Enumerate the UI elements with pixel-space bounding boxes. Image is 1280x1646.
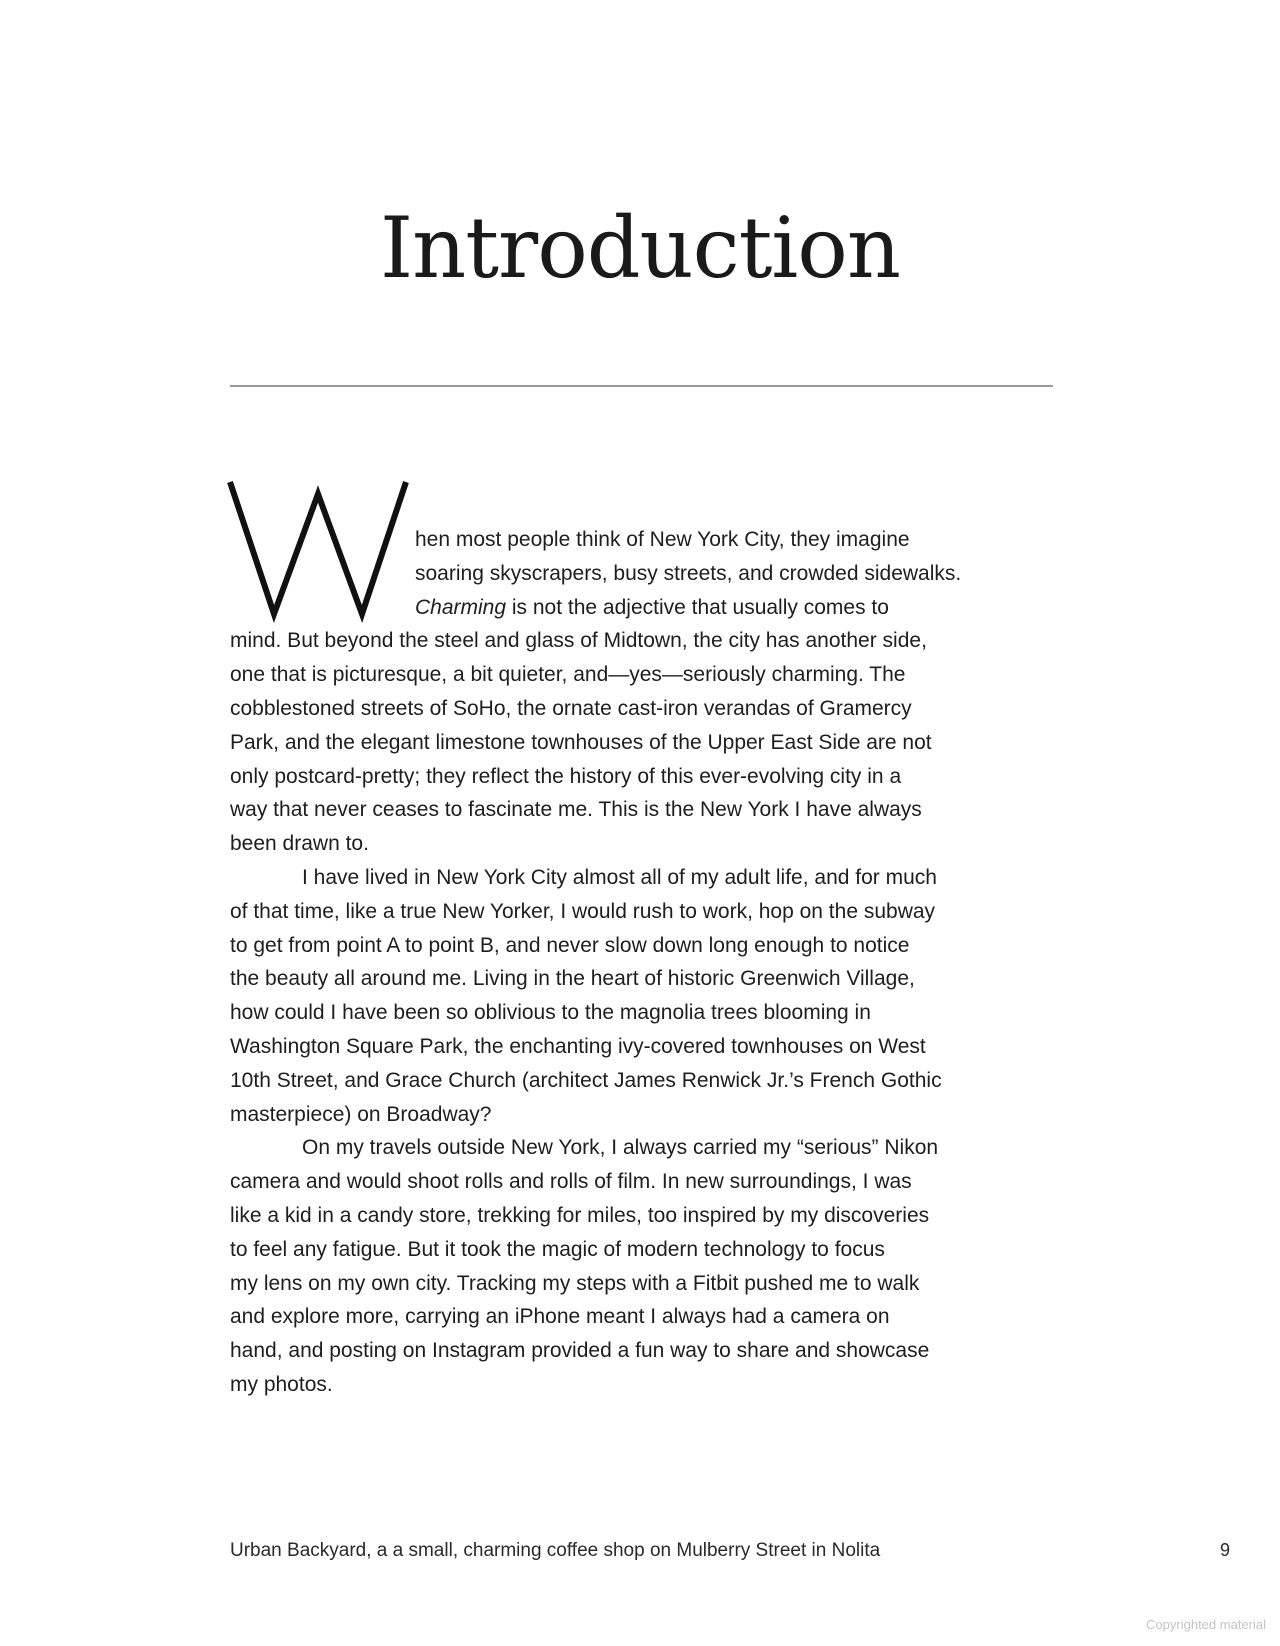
- paragraph-2: [230, 861, 1060, 1131]
- text-line: like a kid in a candy store, trekking for miles, too inspired by my discoveries: [230, 1203, 930, 1227]
- text-line: mind. But beyond the steel and glass of Midtown, the city has another side,: [230, 629, 927, 653]
- text-line: masterpiece) on Broadway?: [230, 1102, 492, 1126]
- text-line: [230, 591, 1060, 625]
- text-line: the beauty all around me. Living in the heart of historic Greenwich Village,: [230, 967, 915, 991]
- text-line: my photos.: [230, 1372, 333, 1396]
- page-title: Introduction: [380, 199, 900, 297]
- paragraph-1: [230, 523, 1060, 861]
- text-line: cobblestoned streets of SoHo, the ornate cast-iron verandas of Gramercy: [230, 696, 912, 720]
- italic-word: Charming: [415, 595, 507, 619]
- text-line: my lens on my own city. Tracking my steps with a Fitbit pushed me to walk: [230, 1271, 920, 1295]
- text-line: Park, and the elegant limestone townhouses of the Upper East Side are not: [230, 730, 932, 754]
- title-divider: [230, 385, 1053, 387]
- copyright-watermark: Copyrighted material: [1146, 1617, 1266, 1632]
- text-line: only postcard-pretty; they reflect the history of this ever-evolving city in a: [230, 764, 902, 788]
- text-line: of that time, like a true New Yorker, I would rush to work, hop on the subway: [230, 899, 936, 923]
- text-line: and explore more, carrying an iPhone meant I always had a camera on: [230, 1305, 890, 1329]
- paragraph-3: [230, 1131, 1060, 1401]
- page-number: 9: [1220, 1540, 1231, 1560]
- text-line: Washington Square Park, the enchanting ivy-covered townhouses on West: [230, 1034, 926, 1058]
- photo-caption: Urban Backyard, a a small, charming coffee shop on Mulberry Street in Nolita: [230, 1540, 881, 1561]
- text-line: way that never ceases to fascinate me. This is the New York I have always: [230, 798, 922, 822]
- text-fragment: is not the adjective that usually comes to: [506, 595, 889, 619]
- text-line: hand, and posting on Instagram provided a fun way to share and showcase: [230, 1339, 930, 1363]
- text-line: to get from point A to point B, and never slow down long enough to notice: [230, 933, 910, 957]
- body-text: [230, 523, 1060, 1402]
- text-line: one that is picturesque, a bit quieter, and—yes—seriously charming. The: [230, 663, 906, 687]
- text-line: hen most people think of New York City, they imagine: [415, 528, 910, 551]
- text-line: 10th Street, and Grace Church (architect James Renwick Jr.’s French Gothic: [230, 1068, 942, 1092]
- text-line: On my travels outside New York, I always carried my “serious” Nikon: [302, 1136, 939, 1160]
- text-line: soaring skyscrapers, busy streets, and crowded sidewalks.: [415, 561, 962, 585]
- text-line: been drawn to.: [230, 832, 369, 856]
- text-line: how could I have been so oblivious to the magnolia trees blooming in: [230, 1001, 871, 1025]
- text-line: camera and would shoot rolls and rolls of film. In new surroundings, I was: [230, 1170, 912, 1194]
- text-line: I have lived in New York City almost all of my adult life, and for much: [302, 865, 937, 889]
- text-line: to feel any fatigue. But it took the magic of modern technology to focus: [230, 1237, 885, 1261]
